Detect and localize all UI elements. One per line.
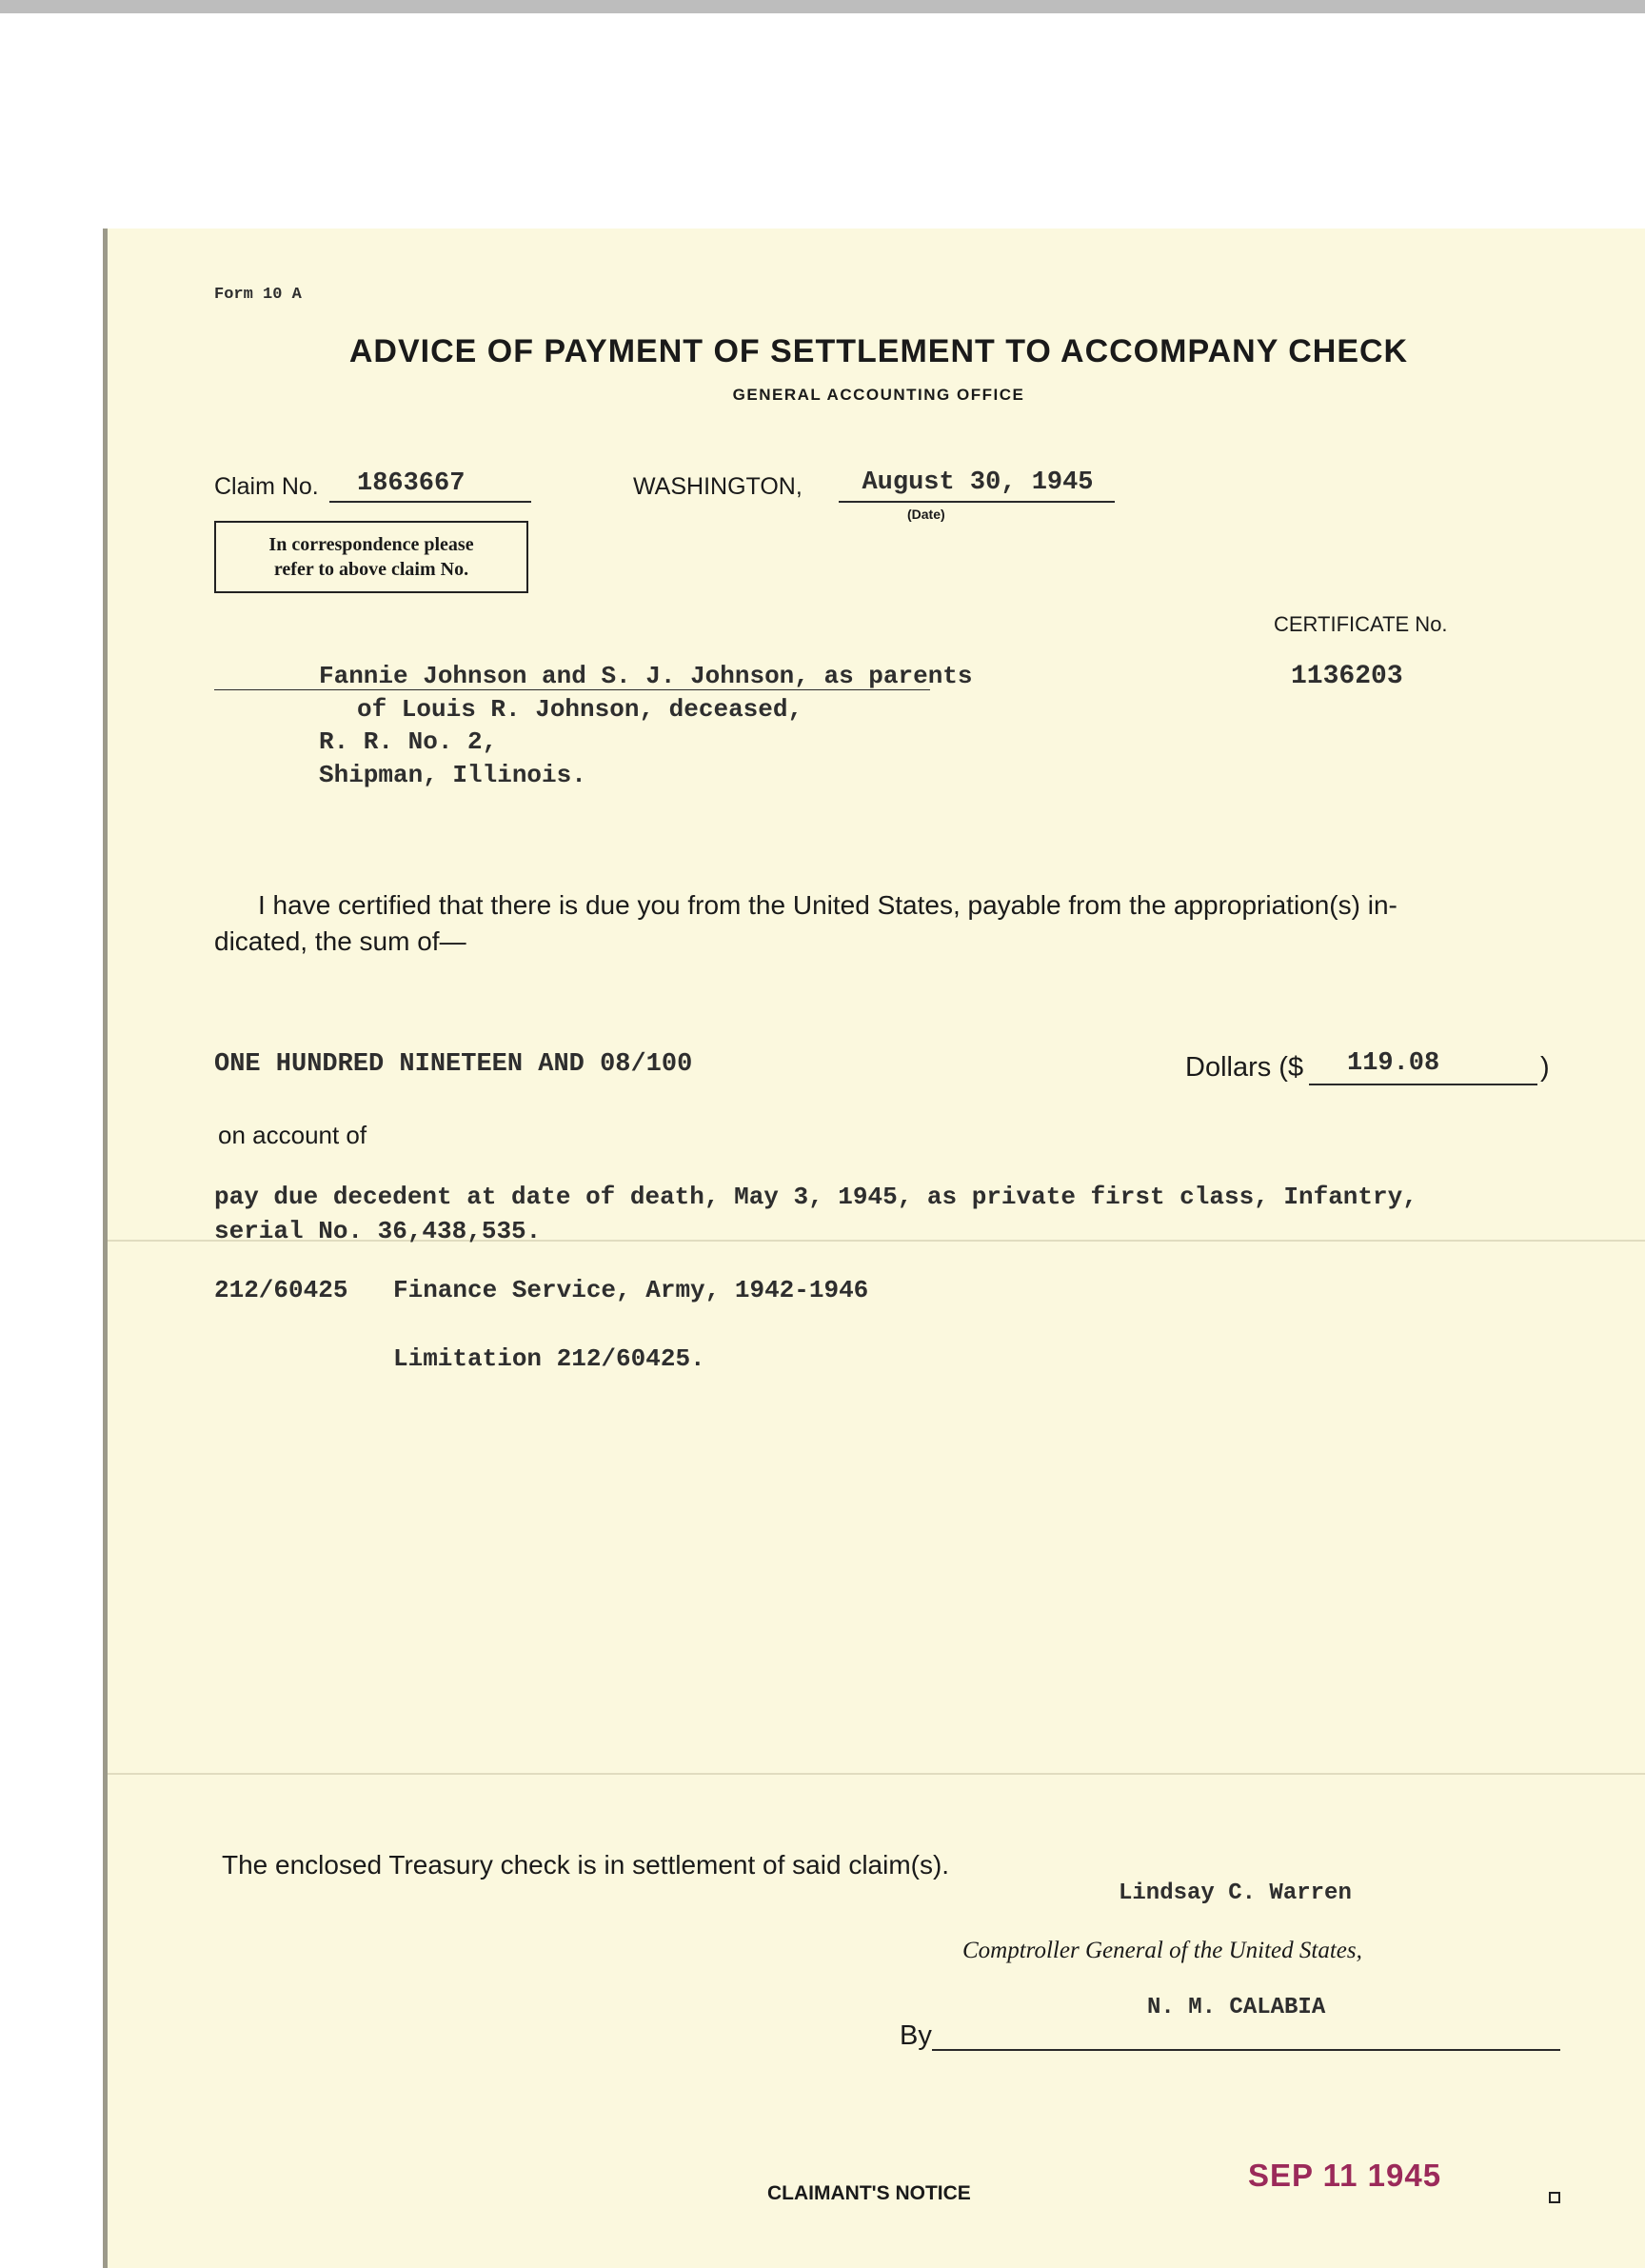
document-title: ADVICE OF PAYMENT OF SETTLEMENT TO ACCOMPANY CHECK [348, 333, 1409, 369]
by-label: By [900, 2020, 932, 2051]
claim-number-value: 1863667 [357, 469, 466, 498]
office-name: GENERAL ACCOUNTING OFFICE [732, 386, 1025, 404]
payee-line-3: R. R. No. 2, [319, 727, 498, 756]
agent-signature: N. M. CALABIA [1147, 1995, 1326, 2020]
dollars-label: Dollars ($ [1185, 1052, 1304, 1083]
payee-line-4: Shipman, Illinois. [319, 761, 586, 789]
amount-close-paren: ) [1540, 1052, 1550, 1083]
certificate-number: 1136203 [1291, 662, 1403, 691]
signature-line [932, 2049, 1560, 2051]
fold-line [108, 1773, 1645, 1775]
location-label: WASHINGTON, [633, 473, 803, 500]
date-caption: (Date) [907, 507, 945, 522]
scan-edge [0, 0, 1645, 13]
corner-box [1549, 2192, 1560, 2203]
account-line-1: pay due decedent at date of death, May 3, 1945, as private first class, Infantry, [214, 1183, 1417, 1211]
certification-line-2: dicated, the sum of— [214, 926, 466, 956]
claim-number-underline [329, 501, 531, 503]
claim-number-label: Claim No. [214, 473, 319, 500]
amount-in-words: ONE HUNDRED NINETEEN AND 08/100 [214, 1050, 693, 1079]
document-page [103, 229, 1645, 2268]
appropriation-description: Finance Service, Army, 1942-1946 [393, 1276, 869, 1304]
amount-underline [1309, 1084, 1537, 1085]
form-number: Form 10 A [214, 286, 302, 304]
payee-line-2: of Louis R. Johnson, deceased, [357, 695, 803, 724]
comptroller-title: Comptroller General of the United States, [962, 1938, 1362, 1963]
amount-value: 119.08 [1347, 1049, 1440, 1078]
account-label: on account of [218, 1121, 367, 1149]
appropriation-limitation: Limitation 212/60425. [393, 1344, 705, 1373]
settlement-note: The enclosed Treasury check is in settlement of said claim(s). [222, 1850, 950, 1880]
comptroller-signature: Lindsay C. Warren [1119, 1880, 1352, 1906]
correspondence-line-2: refer to above claim No. [273, 559, 469, 580]
certification-line-1: I have certified that there is due you from the United States, payable from the appropriation(s) in- [258, 890, 1397, 920]
received-date-stamp: SEP 11 1945 [1248, 2158, 1442, 2193]
certificate-label: CERTIFICATE No. [1274, 612, 1448, 636]
date-underline [839, 501, 1115, 503]
correspondence-line-1: In correspondence please [268, 534, 474, 555]
appropriation-code: 212/60425 [214, 1276, 348, 1304]
account-line-2: serial No. 36,438,535. [214, 1217, 542, 1245]
correspondence-box [214, 521, 528, 593]
issue-date: August 30, 1945 [862, 468, 1094, 497]
payee-line-1: Fannie Johnson and S. J. Johnson, as parents [319, 662, 973, 690]
claimants-notice: CLAIMANT'S NOTICE [767, 2182, 971, 2204]
